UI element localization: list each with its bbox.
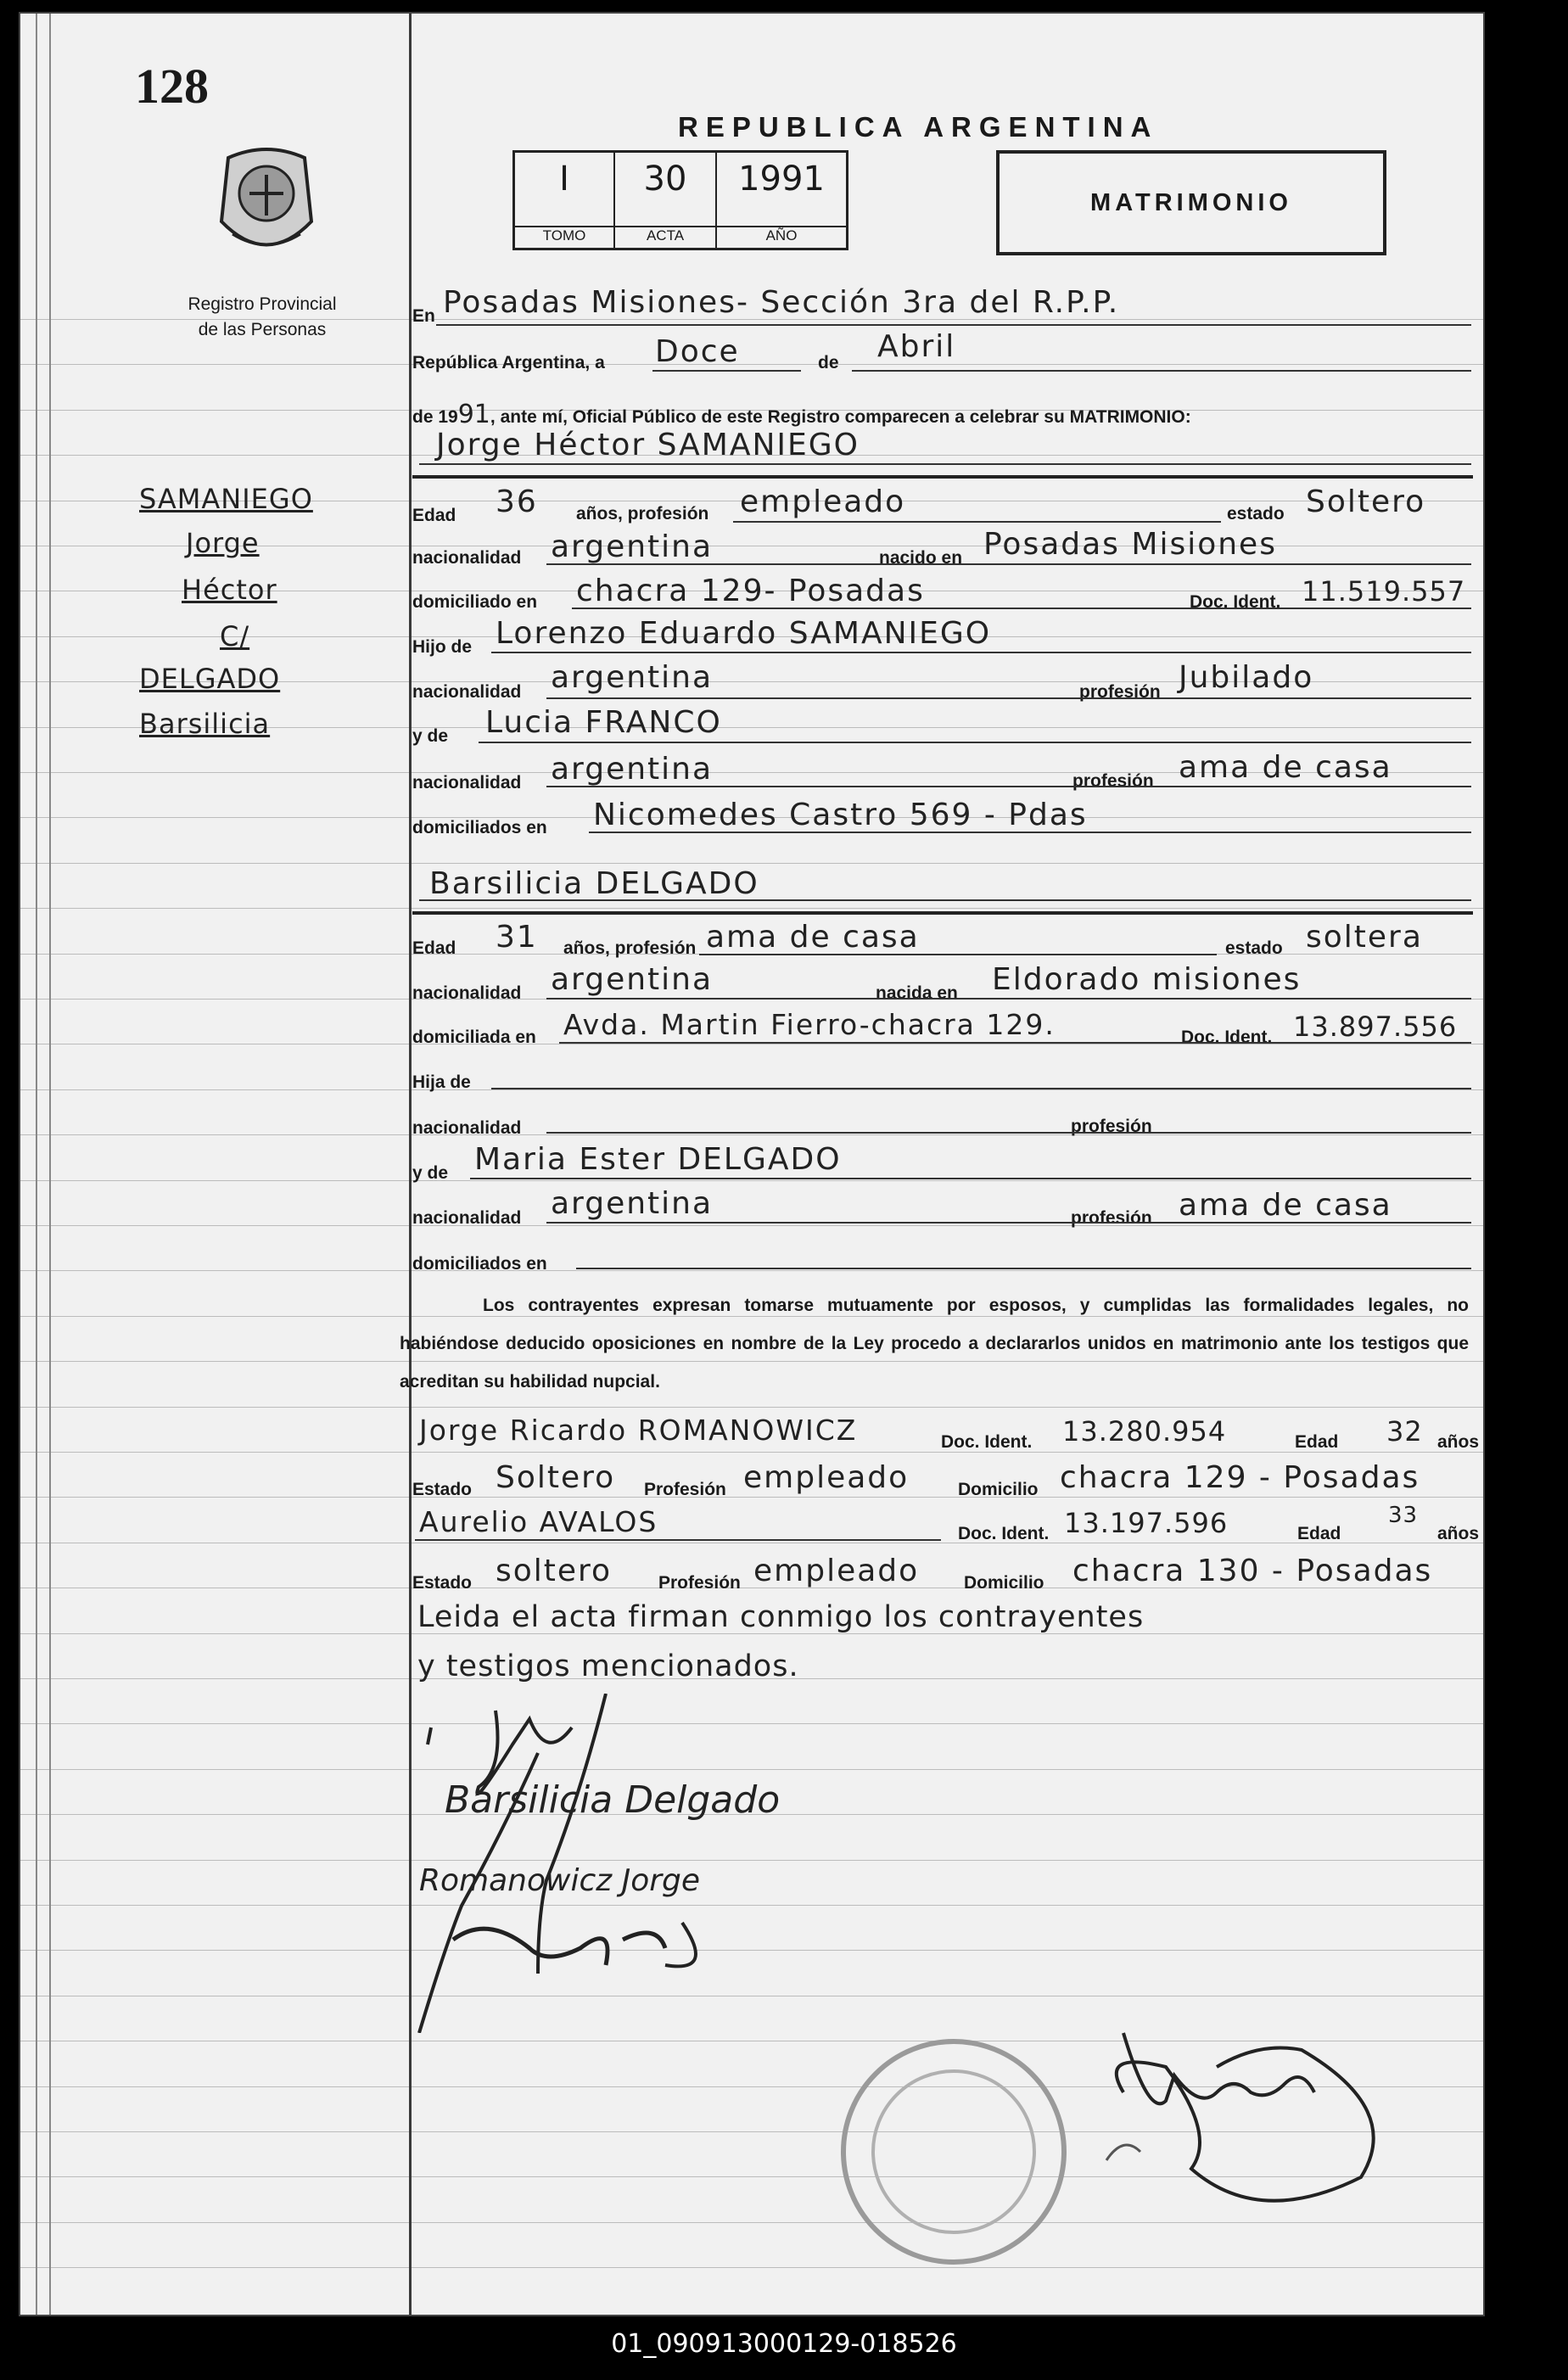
- margin-bride-first: Barsilicia: [139, 708, 271, 740]
- witness1-edad-label: Edad: [1295, 1432, 1339, 1452]
- witness2-estado: soltero: [496, 1554, 613, 1588]
- margin-groom-surname: SAMANIEGO: [139, 483, 313, 515]
- witness2-edad-label: Edad: [1297, 1524, 1341, 1543]
- official-stamp-icon: [818, 2016, 1089, 2288]
- groom-dom-label: domiciliado en: [412, 592, 538, 612]
- bride-domicilio: Avda. Martin Fierro-chacra 129.: [563, 1008, 1056, 1041]
- witness2-prof-label: Profesión: [658, 1573, 741, 1593]
- groom-padre: Lorenzo Eduardo SAMANIEGO: [496, 616, 992, 651]
- closing-line-2: y testigos mencionados.: [417, 1649, 799, 1683]
- bride-nacida: Eldorado misiones: [992, 962, 1302, 997]
- groom-name: Jorge Héctor SAMANIEGO: [436, 428, 860, 462]
- ruled-line: [20, 908, 1483, 909]
- bride-prof-label: años, profesión: [563, 938, 697, 958]
- page-edge: [36, 14, 37, 2315]
- registry-name: Registro Provincial de las Personas: [188, 294, 337, 339]
- witness1-edad: 32: [1386, 1415, 1423, 1448]
- bride-estado-label: estado: [1225, 938, 1283, 958]
- ruled-line: [20, 1452, 1483, 1453]
- witness2-edad: 33: [1388, 1503, 1419, 1528]
- ano-cell: 1991 AÑO: [738, 160, 825, 244]
- page-edge: [49, 14, 51, 2315]
- groom-madre-prof-label: profesión: [1072, 771, 1154, 791]
- republic-label: República Argentina, a: [412, 353, 605, 372]
- groom-padre-nac-label: nacionalidad: [412, 682, 522, 702]
- bride-profesion: ama de casa: [706, 920, 920, 955]
- bride-padre-nac-label: nacionalidad: [412, 1118, 522, 1138]
- page-number: 128: [135, 59, 209, 114]
- bride-name: Barsilicia DELGADO: [429, 866, 759, 901]
- declaration-text: Los contrayentes expresan tomarse mutuamente por esposos, y cumplidas las formalidades legales, no habiéndose deducido oposiciones en nombre de la Ley procedo a declararlos unidos en matrimonio ante los testigos que acreditan su habilidad nupcial.: [400, 1296, 1469, 1392]
- witness2-name: Aurelio AVALOS: [419, 1505, 658, 1538]
- witness1-domicilio: chacra 129 - Posadas: [1060, 1460, 1420, 1495]
- ruled-line: [20, 1270, 1483, 1271]
- place-value: Posadas Misiones- Sección 3ra del R.P.P.: [443, 285, 1120, 320]
- witness2-dom-label: Domicilio: [964, 1573, 1044, 1593]
- country-title: REPUBLICA ARGENTINA: [678, 111, 1159, 143]
- bride-padres-dom-label: domiciliados en: [412, 1254, 547, 1274]
- witness1-doc-label: Doc. Ident.: [941, 1432, 1033, 1452]
- ruled-line: [20, 2267, 1483, 2268]
- provincial-seal-icon: [211, 141, 322, 268]
- witness2-doc: 13.197.596: [1064, 1507, 1229, 1539]
- footer-code: 01_090913000129-018526: [611, 2329, 957, 2359]
- bride-madre-prof-label: profesión: [1071, 1208, 1152, 1228]
- bride-nacionalidad: argentina: [551, 962, 714, 997]
- groom-padres-dom: Nicomedes Castro 569 - Pdas: [593, 798, 1088, 832]
- groom-hijo-label: Hijo de: [412, 637, 473, 657]
- groom-nacionalidad: argentina: [551, 529, 714, 564]
- groom-domicilio: chacra 129- Posadas: [576, 574, 925, 608]
- ruled-line: [20, 1497, 1483, 1498]
- bride-signature: Barsilicia Delgado: [445, 1778, 781, 1822]
- groom-madre-prof: ama de casa: [1179, 750, 1392, 785]
- closing-line-1: Leida el acta firman conmigo los contrayentes: [417, 1600, 1145, 1634]
- groom-madre-nac-label: nacionalidad: [412, 773, 522, 792]
- year-label: de 1991, ante mí, Oficial Público de este Registro comparecen a celebrar su MATRIMONIO:: [412, 400, 1191, 429]
- ruled-line: [20, 1134, 1483, 1135]
- ruled-line: [20, 1225, 1483, 1226]
- witness2-estado-label: Estado: [412, 1573, 473, 1593]
- bride-doc: 13.897.556: [1293, 1011, 1458, 1043]
- groom-doc-label: Doc. Ident.: [1190, 592, 1281, 612]
- witness1-doc: 13.280.954: [1062, 1415, 1227, 1448]
- witness1-profesion: empleado: [743, 1460, 910, 1495]
- witness1-dom-label: Domicilio: [958, 1480, 1039, 1499]
- bride-doc-label: Doc. Ident.: [1181, 1028, 1273, 1047]
- groom-prof-label: años, profesión: [576, 504, 709, 524]
- witness1-anos-label: años: [1437, 1432, 1480, 1452]
- bride-nac-label: nacionalidad: [412, 983, 522, 1003]
- groom-estado: Soltero: [1306, 484, 1426, 519]
- en-label: En: [412, 306, 435, 326]
- acta-cell: 30 ACTA: [615, 153, 717, 248]
- groom-yde-label: y de: [412, 726, 449, 746]
- ruled-line: [20, 1407, 1483, 1408]
- tomo-acta-ano-box: [512, 150, 848, 250]
- groom-edad: 36: [496, 484, 538, 519]
- bride-estado: soltera: [1306, 920, 1423, 955]
- de-label: de: [818, 353, 839, 372]
- groom-profesion: empleado: [740, 484, 906, 519]
- groom-padre-prof: Jubilado: [1179, 660, 1314, 695]
- witness1-estado: Soltero: [496, 1460, 616, 1495]
- witness2-profesion: empleado: [753, 1554, 920, 1588]
- witness1-prof-label: Profesión: [644, 1480, 726, 1499]
- groom-madre: Lucia FRANCO: [485, 705, 722, 740]
- groom-nacido: Posadas Misiones: [983, 527, 1277, 562]
- bride-madre-prof: ama de casa: [1179, 1188, 1392, 1223]
- ruled-line: [20, 364, 1483, 365]
- official-signature: [1089, 2016, 1454, 2237]
- bride-dom-label: domiciliada en: [412, 1028, 536, 1047]
- witness-signature: Romanowicz Jorge: [419, 1863, 701, 1898]
- margin-bride-surname: DELGADO: [139, 663, 281, 695]
- witness2-domicilio: chacra 130 - Posadas: [1072, 1554, 1433, 1588]
- tomo-cell: I TOMO: [515, 153, 615, 248]
- bride-madre-nac: argentina: [551, 1186, 714, 1221]
- ruled-line: [20, 1180, 1483, 1181]
- groom-madre-nac: argentina: [551, 752, 714, 787]
- bride-madre-nac-label: nacionalidad: [412, 1208, 522, 1228]
- bride-hija-label: Hija de: [412, 1072, 471, 1092]
- bride-yde-label: y de: [412, 1163, 449, 1183]
- groom-padre-nac: argentina: [551, 660, 714, 695]
- bride-madre: Maria Ester DELGADO: [474, 1142, 842, 1177]
- groom-padres-dom-label: domiciliados en: [412, 818, 547, 837]
- groom-edad-label: Edad: [412, 506, 456, 525]
- margin-groom-second: Héctor: [182, 574, 277, 606]
- witness1-estado-label: Estado: [412, 1480, 473, 1499]
- groom-estado-label: estado: [1227, 504, 1285, 524]
- groom-doc: 11.519.557: [1302, 575, 1466, 608]
- month-value: Abril: [877, 329, 956, 364]
- groom-nac-label: nacionalidad: [412, 548, 522, 568]
- bride-padre-prof-label: profesión: [1071, 1117, 1152, 1136]
- witness2-doc-label: Doc. Ident.: [958, 1524, 1050, 1543]
- bride-nacida-label: nacida en: [876, 983, 958, 1003]
- margin-con: C/: [220, 620, 250, 652]
- witness2-anos-label: años: [1437, 1524, 1480, 1543]
- ruled-line: [20, 1089, 1483, 1090]
- bride-edad-label: Edad: [412, 938, 456, 958]
- groom-nacido-label: nacido en: [879, 548, 963, 568]
- witness1-name: Jorge Ricardo ROMANOWICZ: [419, 1414, 858, 1447]
- act-type-box: MATRIMONIO: [996, 150, 1386, 255]
- day-value: Doce: [655, 334, 740, 369]
- bride-edad: 31: [496, 920, 538, 955]
- margin-groom-first: Jorge: [186, 527, 260, 559]
- ruled-line: [20, 863, 1483, 864]
- register-page: [19, 12, 1485, 2316]
- groom-padre-prof-label: profesión: [1079, 682, 1161, 702]
